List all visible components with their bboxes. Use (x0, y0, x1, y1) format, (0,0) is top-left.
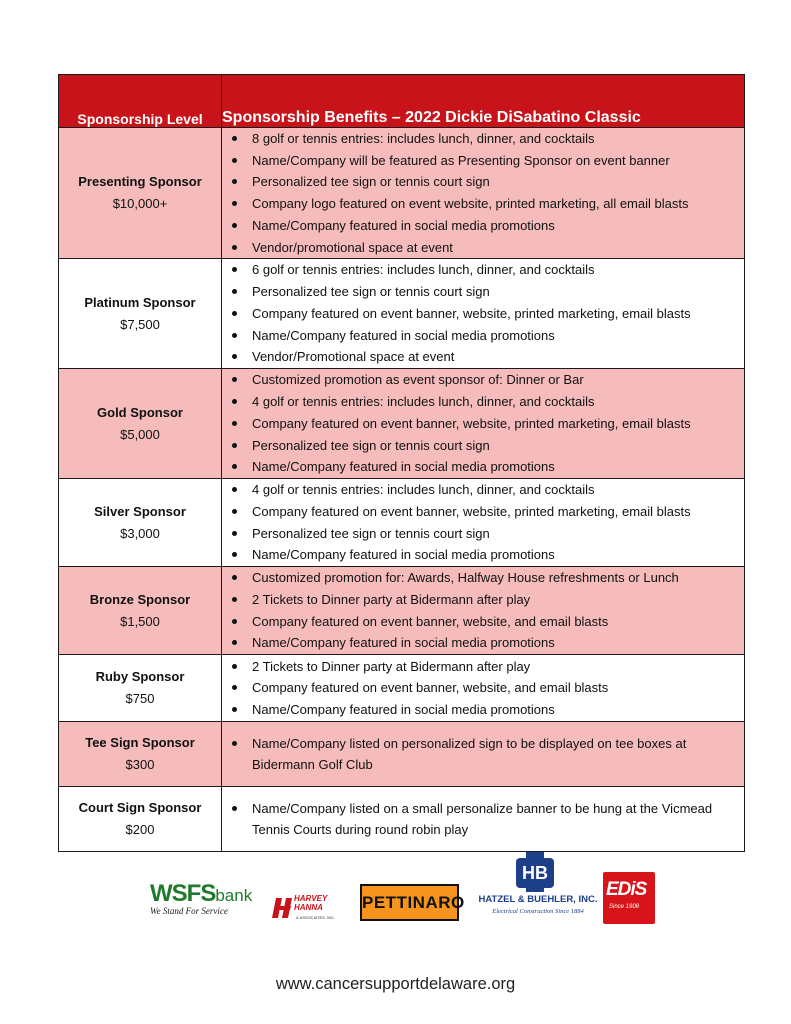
benefits-list (222, 259, 744, 368)
sponsor-level-name: Silver Sponsor (94, 503, 186, 519)
benefit-text: Name/Company featured in social media promotions (252, 327, 555, 343)
sponsor-benefits-cell (222, 655, 745, 722)
benefit-item (222, 215, 744, 237)
bullet-icon (232, 421, 237, 426)
sponsor-level-price: $7,500 (120, 316, 160, 332)
sponsor-level-cell (59, 567, 222, 655)
bullet-icon (232, 509, 237, 514)
bullet-icon (232, 333, 237, 338)
benefit-text: Vendor/Promotional space at event (252, 349, 455, 365)
sponsor-level-price: $10,000+ (112, 196, 168, 212)
benefit-item (222, 699, 744, 721)
bullet-icon (232, 741, 237, 746)
benefit-item (222, 325, 744, 347)
bullet-icon (232, 619, 237, 624)
bullet-icon (232, 245, 237, 250)
sponsor-benefits-cell (222, 722, 745, 787)
benefit-text: Company logo featured on event website, printed marketing, all email blasts (252, 196, 689, 212)
hatzel-buehler-emblem-icon (514, 852, 556, 892)
benefit-item (222, 632, 744, 654)
benefit-item (222, 369, 744, 391)
sponsor-level-price: $750 (125, 691, 155, 707)
sponsor-level-price: $1,500 (120, 613, 160, 629)
benefit-text: 4 golf or tennis entries: includes lunch, dinner, and cocktails (252, 482, 595, 498)
benefit-item (222, 523, 744, 545)
header-sponsorship-level: Sponsorship Level (59, 75, 222, 128)
benefits-list (222, 567, 744, 654)
sponsor-level-name: Presenting Sponsor (78, 174, 202, 190)
benefit-text: Company featured on event banner, website, and email blasts (252, 613, 609, 629)
wsfs-logo-name: WSFS (150, 880, 216, 907)
benefit-item (222, 346, 744, 368)
benefit-item (222, 611, 744, 633)
benefit-text: Company featured on event banner, website, printed marketing, email blasts (252, 504, 691, 520)
benefit-text: 8 golf or tennis entries: includes lunch, dinner, and cocktails (252, 131, 595, 146)
bullet-icon (232, 289, 237, 294)
sponsor-benefits-cell (222, 479, 745, 567)
benefit-item (222, 544, 744, 566)
benefit-item (222, 589, 744, 611)
bullet-icon (232, 640, 237, 645)
bullet-icon (232, 487, 237, 492)
hatzel-buehler-logo (476, 852, 600, 922)
sponsor-row (59, 655, 745, 722)
benefit-text: Customized promotion for: Awards, Halfway House refreshments or Lunch (252, 570, 679, 586)
harvey-hanna-line3: & ASSOCIATES, INC. (296, 915, 336, 920)
benefit-text: Personalized tee sign or tennis court sign (252, 284, 490, 300)
sponsor-level-cell (59, 722, 222, 787)
benefit-text: 2 Tickets to Dinner party at Bidermann after play (252, 658, 531, 674)
sponsor-benefits-cell (222, 787, 745, 852)
sponsor-benefits-cell (222, 259, 745, 369)
sponsor-level-cell (59, 655, 222, 722)
sponsor-level-name: Tee Sign Sponsor (85, 735, 195, 751)
sponsor-level-cell (59, 787, 222, 852)
benefit-text: Personalized tee sign or tennis court sign (252, 525, 490, 541)
harvey-hanna-line1: HARVEY (294, 894, 328, 903)
benefit-item (222, 237, 744, 259)
benefit-item (222, 435, 744, 457)
benefit-item (222, 733, 744, 776)
benefit-text: Company featured on event banner, website, printed marketing, email blasts (252, 305, 691, 321)
benefit-text: Name/Company listed on personalized sign to be displayed on tee boxes at Bidermann Golf Club (252, 735, 687, 773)
benefit-item (222, 656, 744, 678)
pettinaro-logo (360, 884, 465, 921)
bullet-icon (232, 399, 237, 404)
bullet-icon (232, 311, 237, 316)
sponsor-level-cell (59, 479, 222, 567)
bullet-icon (232, 685, 237, 690)
sponsor-level-cell (59, 369, 222, 479)
sponsor-benefits-cell (222, 369, 745, 479)
bullet-icon (232, 664, 237, 669)
sponsor-level-cell (59, 128, 222, 259)
sponsor-row (59, 479, 745, 567)
benefit-item (222, 150, 744, 172)
header-sponsorship-benefits: Sponsorship Benefits – 2022 Dickie DiSabatino Classic (222, 75, 745, 128)
benefit-item (222, 303, 744, 325)
edis-logo-since: Since 1908 (609, 904, 640, 910)
sponsor-row (59, 722, 745, 787)
benefit-item (222, 456, 744, 478)
benefit-item (222, 128, 744, 150)
benefit-item (222, 567, 744, 589)
benefit-text: Company featured on event banner, website, printed marketing, email blasts (252, 415, 691, 431)
benefit-item (222, 281, 744, 303)
benefits-list (222, 479, 744, 566)
benefit-text: Name/Company will be featured as Presenting Sponsor on event banner (252, 152, 670, 168)
benefits-list (222, 733, 744, 776)
edis-logo-name: EDiS (606, 879, 647, 900)
sponsor-level-price: $200 (125, 822, 155, 838)
bullet-icon (232, 806, 237, 811)
sponsor-level-name: Ruby Sponsor (95, 669, 185, 685)
edis-logo (603, 872, 655, 924)
benefit-text: Name/Company featured in social media promotions (252, 702, 555, 718)
wsfs-logo-tagline: We Stand For Service (150, 906, 228, 916)
bullet-icon (232, 158, 237, 163)
sponsor-row (59, 787, 745, 852)
sponsor-row (59, 567, 745, 655)
bullet-icon (232, 136, 237, 141)
benefit-text: Personalized tee sign or tennis court sign (252, 437, 490, 453)
benefit-text: Customized promotion as event sponsor of: Dinner or Bar (252, 372, 584, 388)
sponsor-row (59, 369, 745, 479)
bullet-icon (232, 223, 237, 228)
sponsor-level-name: Court Sign Sponsor (78, 800, 202, 816)
benefit-text: Name/Company featured in social media promotions (252, 459, 555, 475)
hatzel-buehler-tagline: Electrical Construction Since 1884 (492, 908, 584, 915)
bullet-icon (232, 464, 237, 469)
benefit-item (222, 798, 744, 841)
bullet-icon (232, 443, 237, 448)
bullet-icon (232, 597, 237, 602)
sponsor-row (59, 259, 745, 369)
footer-website-url: www.cancersupportdelaware.org (275, 975, 516, 993)
bullet-icon (232, 707, 237, 712)
benefit-item (222, 259, 744, 281)
bullet-icon (232, 267, 237, 272)
sponsor-logos (148, 852, 658, 932)
svg-text:HB: HB (522, 863, 548, 883)
sponsor-benefits-cell (222, 128, 745, 259)
wsfs-bank-logo (150, 880, 252, 916)
benefit-text: Name/Company listed on a small personalize banner to be hung at the Vicmead Tennis Courts during round robin play (252, 800, 713, 838)
sponsor-level-name: Platinum Sponsor (84, 294, 196, 310)
sponsor-level-price: $300 (125, 757, 155, 773)
bullet-icon (232, 201, 237, 206)
benefit-item (222, 501, 744, 523)
benefit-text: Name/Company featured in social media promotions (252, 217, 555, 233)
benefit-item (222, 479, 744, 501)
benefit-item (222, 171, 744, 193)
benefit-item (222, 677, 744, 699)
hatzel-buehler-name: HATZEL & BUEHLER, INC. (478, 894, 598, 905)
benefit-item (222, 193, 744, 215)
sponsorship-table (58, 74, 745, 852)
benefit-text: 2 Tickets to Dinner party at Bidermann after play (252, 592, 531, 608)
sponsor-level-cell (59, 259, 222, 369)
sponsor-level-name: Bronze Sponsor (89, 591, 191, 607)
sponsor-level-price: $3,000 (120, 525, 160, 541)
benefit-text: Name/Company featured in social media promotions (252, 635, 555, 651)
benefit-text: Personalized tee sign or tennis court sign (252, 174, 490, 190)
wsfs-logo-suffix: bank (215, 886, 253, 905)
bullet-icon (232, 575, 237, 580)
benefit-text: Company featured on event banner, website, and email blasts (252, 680, 609, 696)
harvey-hanna-logo (272, 892, 358, 924)
benefit-text: Vendor/promotional space at event (252, 239, 453, 255)
benefit-item (222, 391, 744, 413)
sponsor-level-name: Gold Sponsor (97, 404, 183, 420)
benefits-list (222, 656, 744, 721)
benefit-text: Name/Company featured in social media promotions (252, 547, 555, 563)
benefit-text: 6 golf or tennis entries: includes lunch, dinner, and cocktails (252, 262, 595, 278)
sponsor-level-price: $5,000 (120, 426, 160, 442)
sponsor-row (59, 128, 745, 259)
bullet-icon (232, 354, 237, 359)
benefits-list (222, 369, 744, 478)
harvey-hanna-line2: HANNA (294, 903, 323, 912)
benefits-list (222, 798, 744, 841)
sponsor-benefits-cell (222, 567, 745, 655)
bullet-icon (232, 552, 237, 557)
pettinaro-logo-name: PETTINARO (362, 893, 465, 912)
bullet-icon (232, 179, 237, 184)
benefit-text: 4 golf or tennis entries: includes lunch, dinner, and cocktails (252, 394, 595, 410)
bullet-icon (232, 531, 237, 536)
benefits-list (222, 128, 744, 258)
bullet-icon (232, 377, 237, 382)
benefit-item (222, 413, 744, 435)
